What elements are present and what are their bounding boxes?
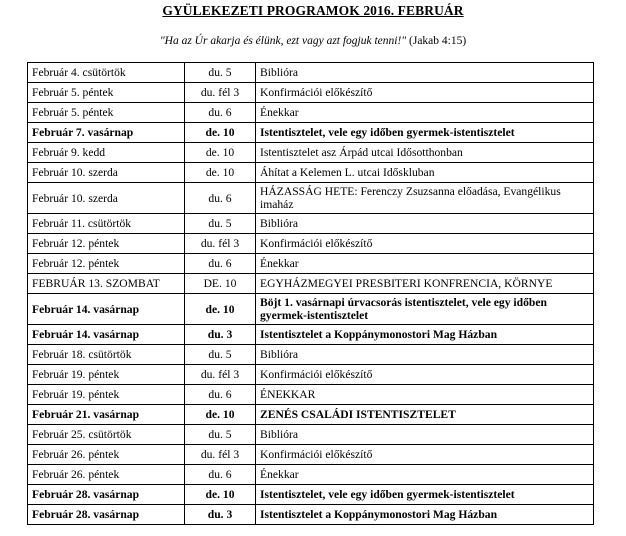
schedule-row bbox=[28, 365, 594, 385]
schedule-row bbox=[28, 445, 594, 465]
row-time: du. 6 bbox=[185, 465, 256, 485]
row-event: Biblióra bbox=[256, 63, 594, 83]
schedule-row bbox=[28, 385, 594, 405]
row-event: Énekkar bbox=[256, 465, 594, 485]
row-date: Február 19. péntek bbox=[28, 385, 185, 405]
row-time: du. 6 bbox=[185, 103, 256, 123]
schedule-row bbox=[28, 274, 594, 294]
row-event: Énekkar bbox=[256, 254, 594, 274]
schedule-row bbox=[28, 183, 594, 214]
row-time: du. 5 bbox=[185, 425, 256, 445]
row-date: Február 18. csütörtök bbox=[28, 345, 185, 365]
row-date: Február 21. vasárnap bbox=[28, 405, 185, 425]
row-date: Február 14. vasárnap bbox=[28, 325, 185, 345]
row-event: Istentisztelet, vele egy időben gyermek-istentisztelet bbox=[256, 485, 594, 505]
schedule-table bbox=[27, 62, 594, 525]
row-time: du. fél 3 bbox=[185, 83, 256, 103]
schedule-row bbox=[28, 63, 594, 83]
row-event: Biblióra bbox=[256, 214, 594, 234]
schedule-row bbox=[28, 254, 594, 274]
row-time: de. 10 bbox=[185, 143, 256, 163]
row-date: Február 14. vasárnap bbox=[28, 294, 185, 325]
schedule-row bbox=[28, 234, 594, 254]
row-event: Istentisztelet, vele egy időben gyermek-istentisztelet bbox=[256, 123, 594, 143]
schedule-row bbox=[28, 485, 594, 505]
row-event: Konfirmációi előkészítő bbox=[256, 234, 594, 254]
row-time: du. 5 bbox=[185, 214, 256, 234]
bible-quote bbox=[0, 35, 626, 47]
row-time: DE. 10 bbox=[185, 274, 256, 294]
row-date: Február 10. szerda bbox=[28, 163, 185, 183]
row-date: Február 28. vasárnap bbox=[28, 505, 185, 525]
row-event: Biblióra bbox=[256, 345, 594, 365]
row-event: Konfirmációi előkészítő bbox=[256, 445, 594, 465]
schedule-row bbox=[28, 405, 594, 425]
row-event: Konfirmációi előkészítő bbox=[256, 365, 594, 385]
schedule-row bbox=[28, 294, 594, 325]
schedule-row bbox=[28, 83, 594, 103]
row-date: Február 19. péntek bbox=[28, 365, 185, 385]
schedule-row bbox=[28, 425, 594, 445]
row-time: du. 6 bbox=[185, 254, 256, 274]
schedule-row bbox=[28, 345, 594, 365]
row-date: FEBRUÁR 13. SZOMBAT bbox=[28, 274, 185, 294]
row-time: de. 10 bbox=[185, 163, 256, 183]
row-time: du. 3 bbox=[185, 325, 256, 345]
schedule-row bbox=[28, 505, 594, 525]
quote-reference: (Jakab 4:15) bbox=[409, 35, 467, 47]
row-time: de. 10 bbox=[185, 485, 256, 505]
row-event: Istentisztelet a Koppánymonostori Mag Házban bbox=[256, 505, 594, 525]
row-date: Február 11. csütörtök bbox=[28, 214, 185, 234]
row-time: du. 6 bbox=[185, 385, 256, 405]
row-event: EGYHÁZMEGYEI PRESBITERI KONFRENCIA, KÖRNYE bbox=[256, 274, 594, 294]
schedule-row bbox=[28, 103, 594, 123]
row-time: du. 6 bbox=[185, 183, 256, 214]
row-time: du. fél 3 bbox=[185, 234, 256, 254]
row-event: ZENÉS CSALÁDI ISTENTISZTELET bbox=[256, 405, 594, 425]
schedule-row bbox=[28, 143, 594, 163]
row-time: du. 5 bbox=[185, 63, 256, 83]
row-time: du. 5 bbox=[185, 345, 256, 365]
schedule-row bbox=[28, 325, 594, 345]
row-event: ÉNEKKAR bbox=[256, 385, 594, 405]
row-date: Február 4. csütörtök bbox=[28, 63, 185, 83]
row-event: Konfirmációi előkészítő bbox=[256, 83, 594, 103]
row-time: du. 3 bbox=[185, 505, 256, 525]
schedule-body bbox=[28, 63, 594, 525]
document-title: GYÜLEKEZETI PROGRAMOK 2016. FEBRUÁR bbox=[162, 3, 464, 18]
row-date: Február 10. szerda bbox=[28, 183, 185, 214]
row-time: de. 10 bbox=[185, 123, 256, 143]
quote-text: "Ha az Úr akarja és élünk, ezt vagy azt fogjuk tenni!" bbox=[159, 35, 407, 47]
row-event: Istentisztelet a Koppánymonostori Mag Házban bbox=[256, 325, 594, 345]
schedule-row bbox=[28, 123, 594, 143]
row-date: Február 25. csütörtök bbox=[28, 425, 185, 445]
row-event: Böjt 1. vasárnapi úrvacsorás istentisztelet, vele egy időben gyermek-istentisztelet bbox=[256, 294, 594, 325]
row-date: Február 9. kedd bbox=[28, 143, 185, 163]
row-event: Biblióra bbox=[256, 425, 594, 445]
schedule-row bbox=[28, 465, 594, 485]
row-date: Február 7. vasárnap bbox=[28, 123, 185, 143]
row-time: de. 10 bbox=[185, 405, 256, 425]
row-date: Február 5. péntek bbox=[28, 83, 185, 103]
row-event: HÁZASSÁG HETE: Ferenczy Zsuzsanna előadása, Evangélikus imaház bbox=[256, 183, 594, 214]
row-date: Február 26. péntek bbox=[28, 465, 185, 485]
row-event: Istentisztelet asz Árpád utcai Idősotthonban bbox=[256, 143, 594, 163]
row-date: Február 12. péntek bbox=[28, 234, 185, 254]
row-date: Február 26. péntek bbox=[28, 445, 185, 465]
row-event: Áhítat a Kelemen L. utcai Időskluban bbox=[256, 163, 594, 183]
row-event: Énekkar bbox=[256, 103, 594, 123]
row-time: du. fél 3 bbox=[185, 365, 256, 385]
row-date: Február 28. vasárnap bbox=[28, 485, 185, 505]
row-date: Február 12. péntek bbox=[28, 254, 185, 274]
row-date: Február 5. péntek bbox=[28, 103, 185, 123]
schedule-row bbox=[28, 163, 594, 183]
row-time: de. 10 bbox=[185, 294, 256, 325]
row-time: du. fél 3 bbox=[185, 445, 256, 465]
schedule-row bbox=[28, 214, 594, 234]
